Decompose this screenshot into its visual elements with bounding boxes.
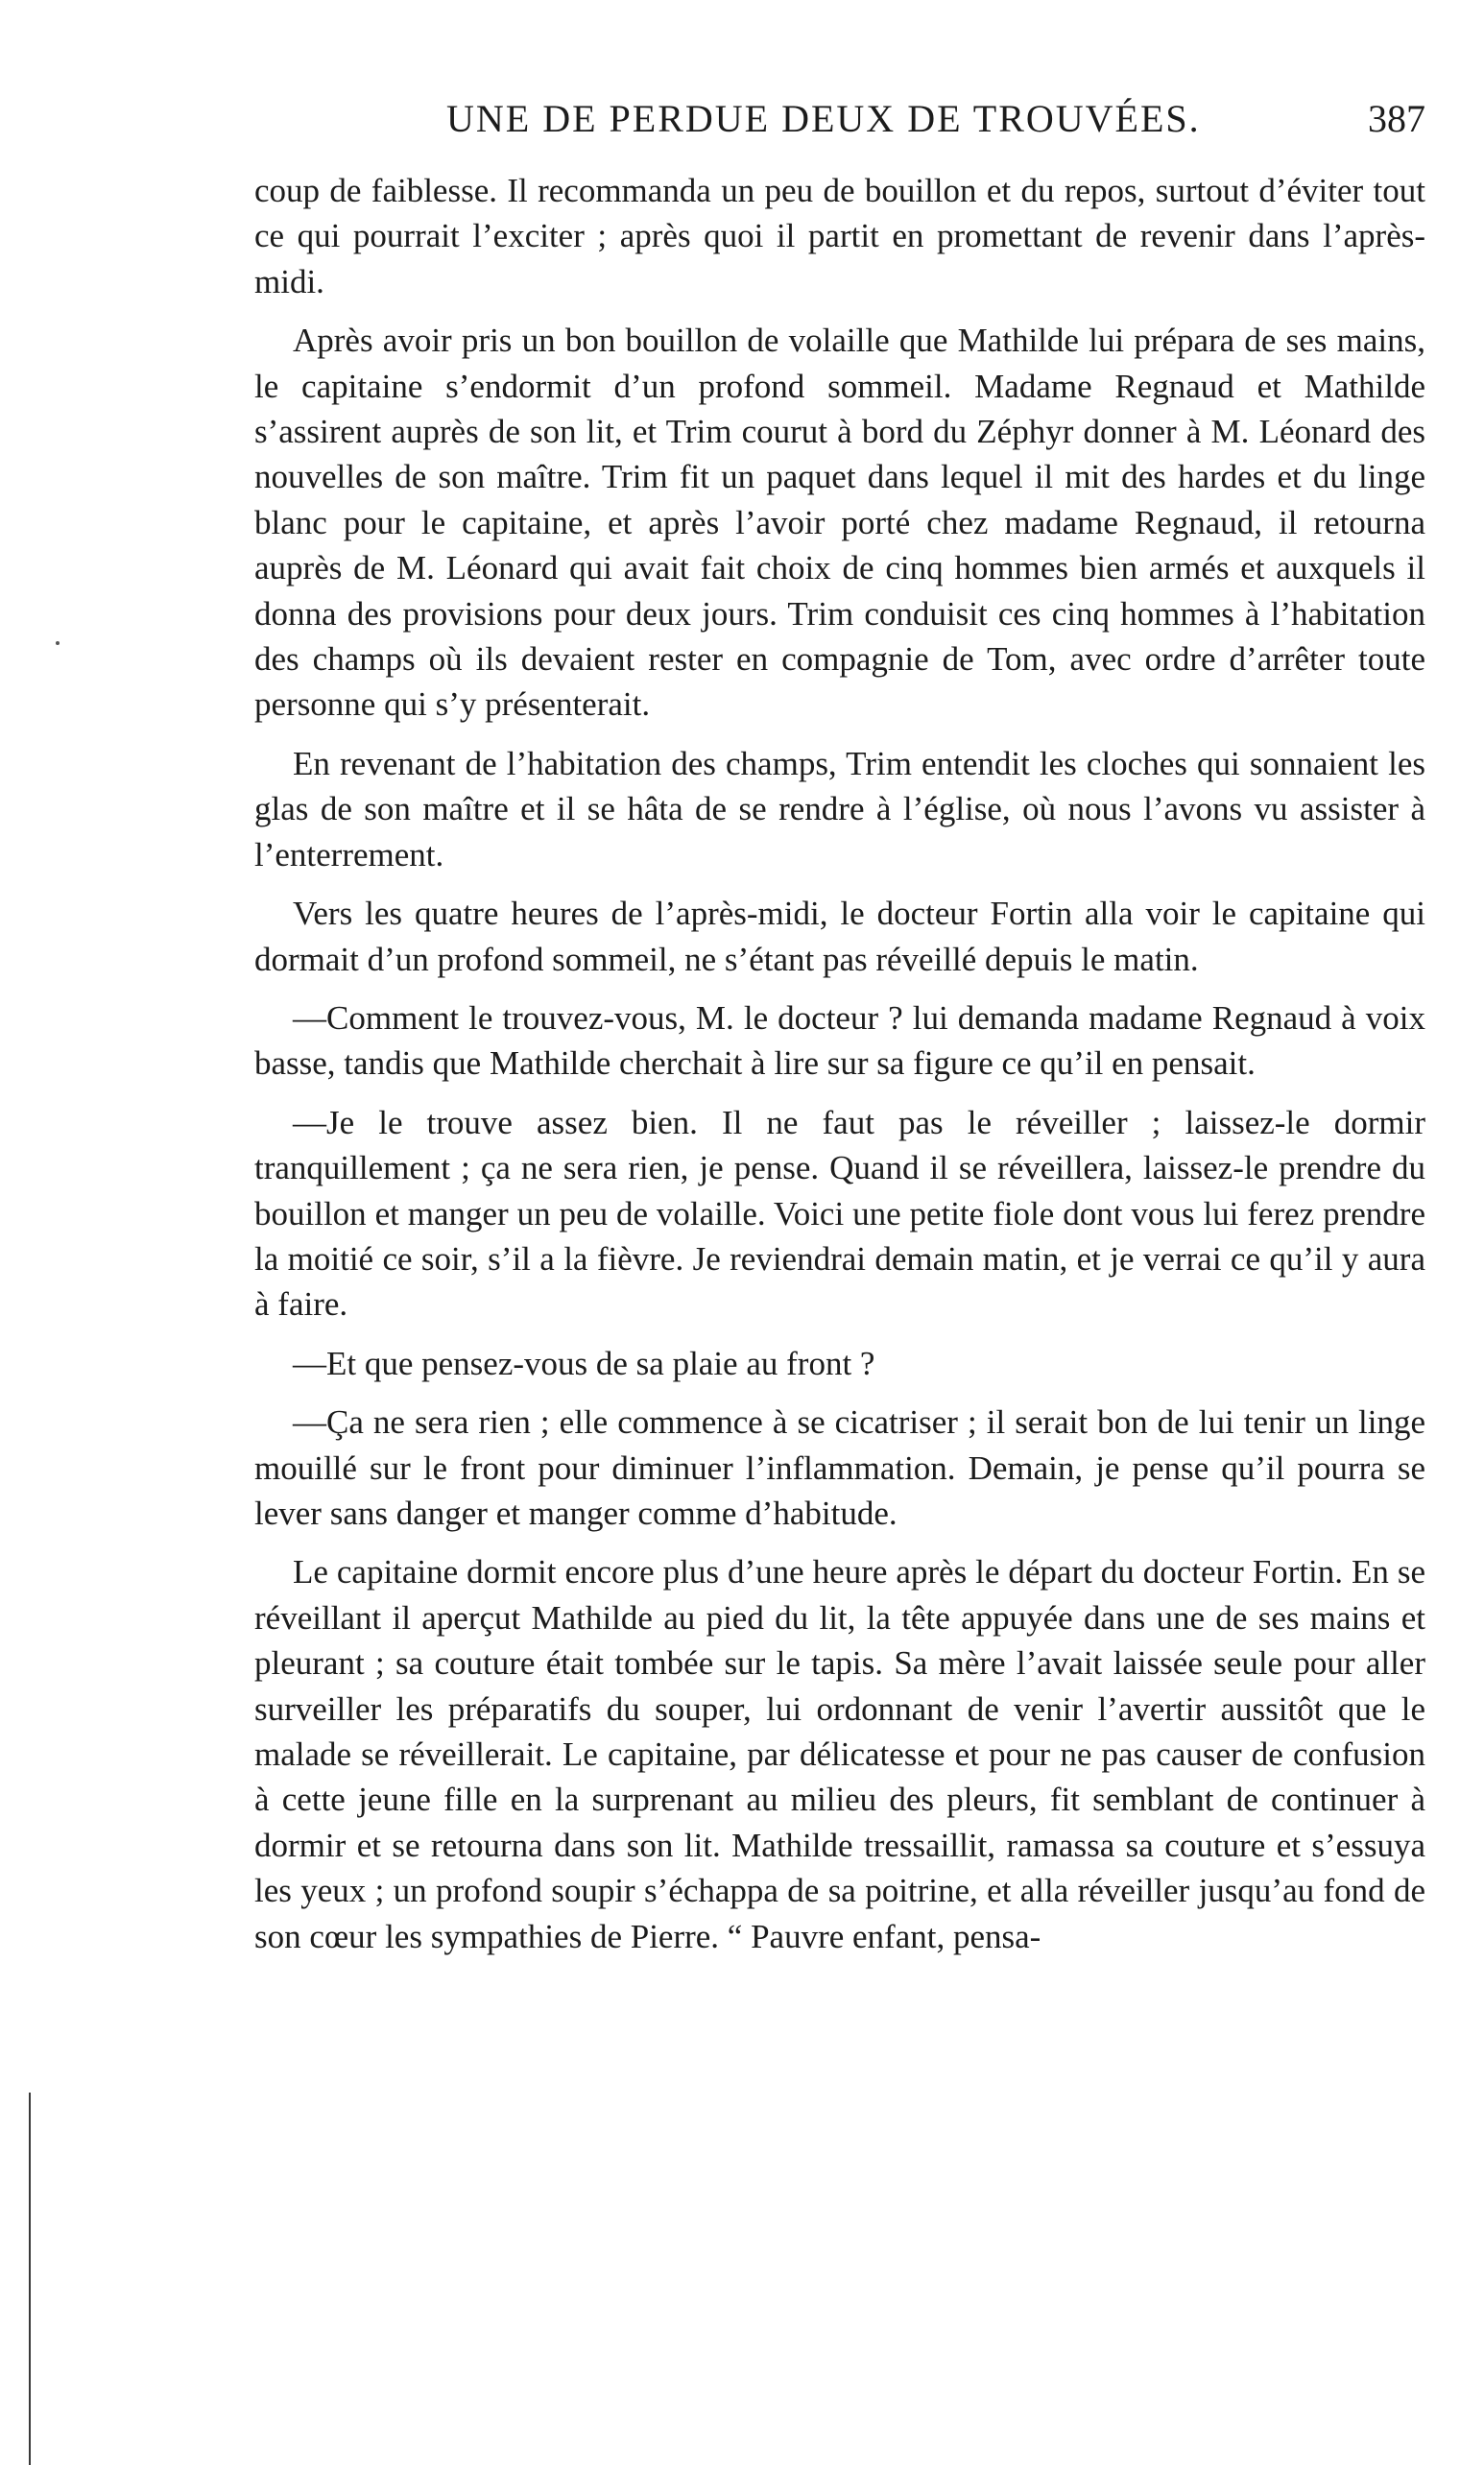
running-title: UNE DE PERDUE DEUX DE TROUVÉES. — [446, 97, 1201, 140]
dialogue-line: —Ça ne sera rien ; elle commence à se cicatriser ; il serait bon de lui tenir un linge mouillé sur le front pour diminuer l’inflammation. Demain, je pense qu’il pourra se lever sans danger et manger comme d’habitude. — [254, 1403, 1425, 1532]
body-text — [254, 168, 1425, 1973]
page-number: 387 — [1368, 97, 1425, 140]
dialogue-line: —Et que pensez-vous de sa plaie au front ? — [293, 1344, 875, 1382]
paragraph: Vers les quatre heures de l’après-midi, le docteur Fortin alla voir le capitaine qui dormait d’un profond sommeil, ne s’étant pas réveillé depuis le matin. — [254, 895, 1425, 978]
dialogue-line: —Comment le trouvez-vous, M. le docteur ? lui demanda madame Regnaud à voix basse, tandis que Mathilde cherchait à lire sur sa figure ce qu’il en pensait. — [254, 998, 1425, 1083]
paragraph: En revenant de l’habitation des champs, Trim entendit les cloches qui sonnaient les glas de son maître et il se hâta de se rendre à l’église, où nous l’avons vu assister à l’enterrement. — [254, 744, 1425, 874]
running-head — [254, 96, 1425, 154]
paragraph: Le capitaine dormit encore plus d’une heure après le départ du docteur Fortin. En se réveillant il aperçut Mathilde au pied du lit, la tête appuyée dans une de ses mains et pleurant ; sa couture était tombée sur le tapis. Sa mère l’avait laissée seule pour aller surveiller les préparatifs du souper, lui ordonnant de venir l’avertir aussitôt que le malade se réveillerait. Le capitaine, par délicatesse et pour ne pas causer de confusion à cette jeune fille en la surprenant au milieu des pleurs, fit semblant de continuer à dormir et se retourna dans son lit. Mathilde tressaillit, ramassa sa couture et s’essuya les yeux ; un profond soupir s’échappa de sa poitrine, et alla réveiller jusqu’au fond de son cœur les sympathies de Pierre. “ Pauvre enfant, pensa- — [254, 1553, 1425, 1955]
dialogue-line: —Je le trouve assez bien. Il ne faut pas le réveiller ; laissez-le dormir tranquillement ; ça ne sera rien, je pense. Quand il se réveillera, laissez-le prendre du bouillon et manger un peu de volaille. Voici une petite fiole dont vous lui ferez prendre la moitié ce soir, s’il a la fièvre. Je reviendrai demain matin, et je verrai ce qu’il y aura à faire. — [254, 1103, 1425, 1324]
margin-speck — [56, 641, 60, 645]
paragraph: coup de faiblesse. Il recommanda un peu de bouillon et du repos, surtout d’éviter tout ce qui pourrait l’exciter ; après quoi il partit en promettant de revenir dans l’après-midi. — [254, 172, 1425, 300]
page-edge-line — [29, 2093, 31, 2465]
paragraph: Après avoir pris un bon bouillon de volaille que Mathilde lui prépara de ses mains, le capitaine s’endormit d’un profond sommeil. Madame Regnaud et Mathilde s’assirent auprès de son lit, et Trim courut à bord du Zéphyr donner à M. Léonard des nouvelles de son maître. Trim fit un paquet dans lequel il mit des hardes et du linge blanc pour le capitaine, et après l’avoir porté chez madame Regnaud, il retourna auprès de M. Léonard qui avait fait choix de cinq hommes bien armés et auxquels il donna des provisions pour deux jours. Trim conduisit ces cinq hommes à l’habitation des champs où ils devaient rester en compagnie de Tom, avec ordre d’arrêter toute personne qui s’y présenterait. — [254, 322, 1425, 724]
